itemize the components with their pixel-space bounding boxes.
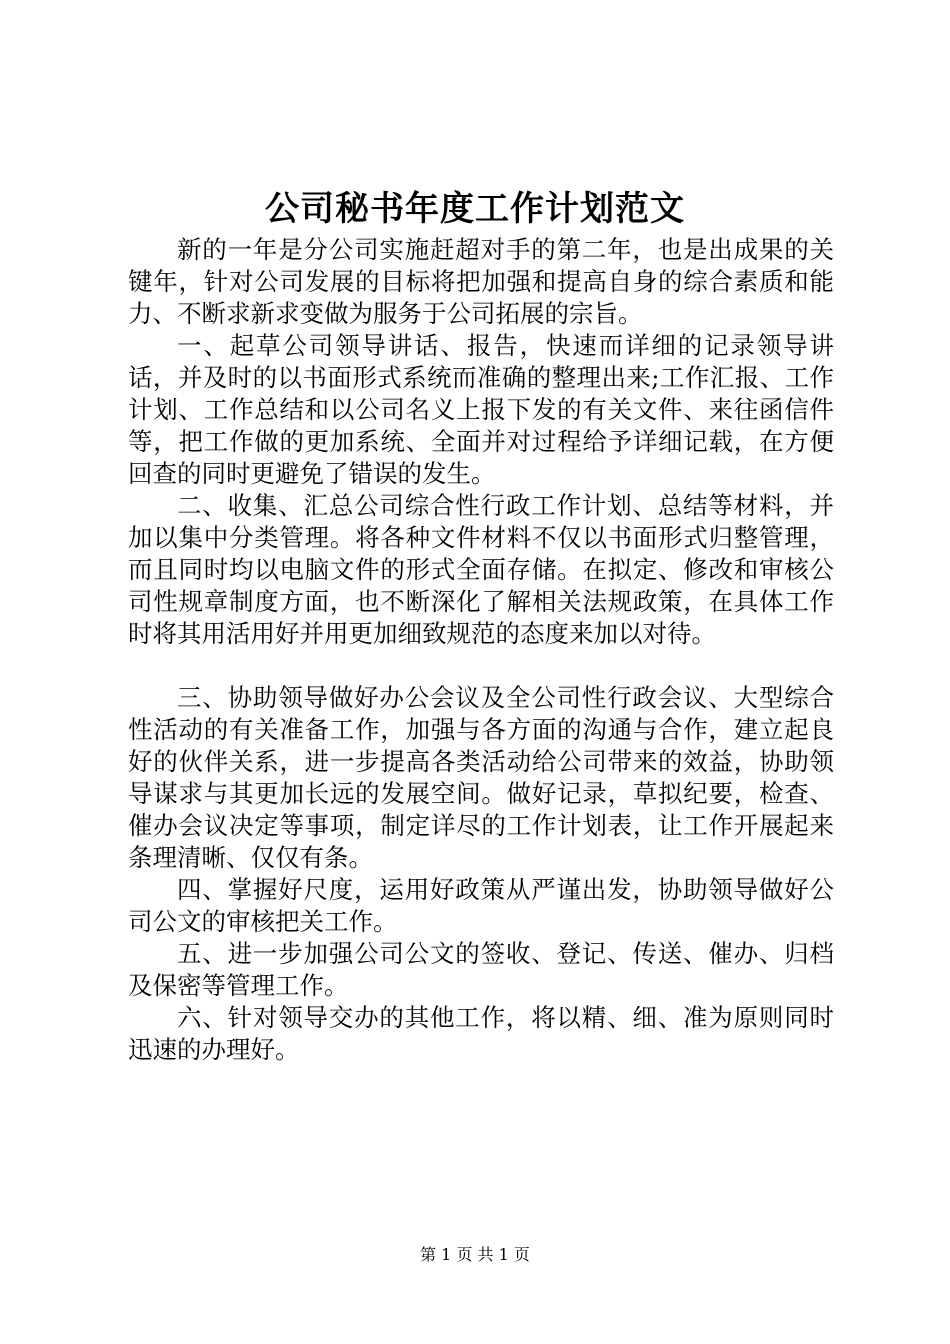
document-body	[128, 234, 834, 1066]
paragraph-item-3: 三、协助领导做好办公会议及全公司性行政会议、大型综合性活动的有关准备工作，加强与各方面的沟通与合作，建立起良好的伙伴关系，进一步提高各类活动给公司带来的效益，协助领导谋求与其更加长远的发展空间。做好记录，草拟纪要，检查、催办会议决定等事项，制定详尽的工作计划表，让工作开展起来条理清晰、仅仅有条。	[128, 683, 834, 872]
paragraph-intro: 新的一年是分公司实施赶超对手的第二年，也是出成果的关键年，针对公司发展的目标将把加强和提高自身的综合素质和能力、不断求新求变做为服务于公司拓展的宗旨。	[128, 235, 834, 328]
paragraph-item-5: 五、进一步加强公司公文的签收、登记、传送、催办、归档及保密等管理工作。	[128, 939, 834, 1000]
document-title: 公司秘书年度工作计划范文	[265, 189, 685, 229]
page-footer: 第 1 页 共 1 页	[420, 1245, 530, 1264]
paragraph-item-2: 二、收集、汇总公司综合性行政工作计划、总结等材料，并加以集中分类管理。将各种文件材料不仅以书面形式归整管理，而且同时均以电脑文件的形式全面存储。在拟定、修改和审核公司性规章制度方面，也不断深化了解相关法规政策，在具体工作时将其用活用好并用更加细致规范的态度来加以对待。	[128, 491, 834, 648]
paragraph-item-6: 六、针对领导交办的其他工作，将以精、细、准为原则同时迅速的办理好。	[128, 1003, 834, 1064]
paragraph-item-1: 一、起草公司领导讲话、报告，快速而详细的记录领导讲话，并及时的以书面形式系统而准确的整理出来;工作汇报、工作计划、工作总结和以公司名义上报下发的有关文件、来往函信件等，把工作做的更加系统、全面并对过程给予详细记载，在方便回查的同时更避免了错误的发生。	[128, 331, 834, 488]
paragraph-item-4: 四、掌握好尺度，运用好政策从严谨出发，协助领导做好公司公文的审核把关工作。	[128, 875, 834, 936]
